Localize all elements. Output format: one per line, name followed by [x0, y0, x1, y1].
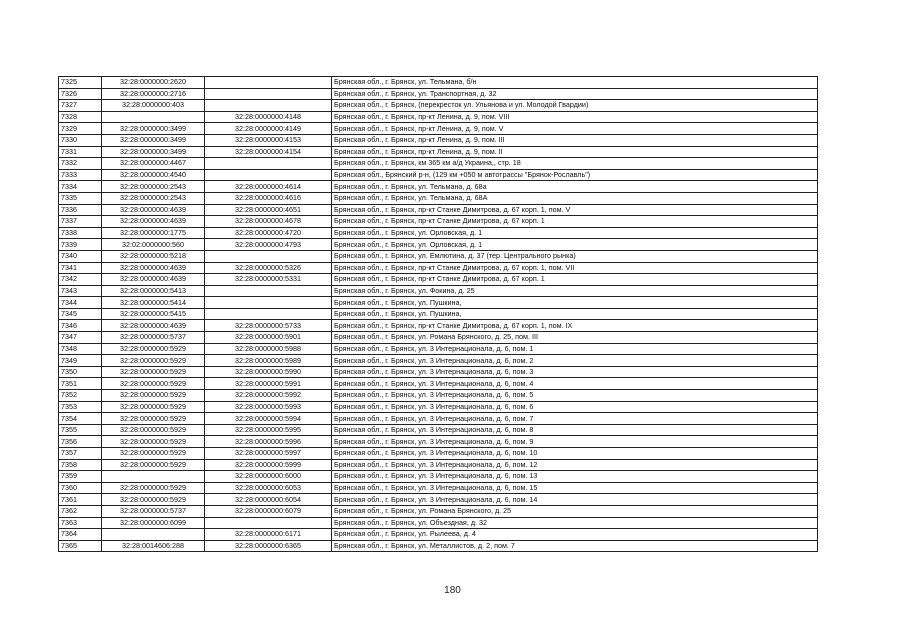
- row-number-cell: 7334: [59, 181, 102, 193]
- table-row: [59, 100, 818, 112]
- cadastral-number-cell: 32:28:0000000:5414: [102, 297, 205, 309]
- row-number-cell: 7338: [59, 227, 102, 239]
- cadastral-number-2-cell: 32:28:0000000:4616: [205, 192, 332, 204]
- cadastral-number-2-cell: 32:28:0000000:5989: [205, 355, 332, 367]
- cadastral-number-cell: 32:28:0000000:5929: [102, 459, 205, 471]
- address-cell: Брянская обл., г. Брянск, км 365 км а/д Украина,, стр. 18: [332, 158, 818, 170]
- address-cell: Брянская обл., г. Брянск, пр-кт Станке Димитрова, д. 67 корп. 1, пом. V: [332, 204, 818, 216]
- cadastral-number-2-cell: 32:28:0000000:4148: [205, 111, 332, 123]
- cadastral-number-2-cell: 32:28:0000000:4154: [205, 146, 332, 158]
- table-row: [59, 505, 818, 517]
- address-cell: Брянская обл., г. Брянск, ул. 3 Интернационала, д. 6, пом. 14: [332, 494, 818, 506]
- address-cell: Брянская обл., г. Брянск, ул. 3 Интернационала, д. 6, пом. 2: [332, 355, 818, 367]
- cadastral-number-cell: 32:28:0014606:288: [102, 540, 205, 552]
- cadastral-number-cell: 32:28:0000000:1775: [102, 227, 205, 239]
- table-row: [59, 227, 818, 239]
- cadastral-number-cell: 32:28:0000000:6099: [102, 517, 205, 529]
- table-row: [59, 134, 818, 146]
- cadastral-number-cell: 32:28:0000000:3499: [102, 146, 205, 158]
- address-cell: Брянская обл., г. Брянск, ул. Тельмана, д. 68А: [332, 192, 818, 204]
- cadastral-number-2-cell: 32:28:0000000:5992: [205, 390, 332, 402]
- cadastral-number-2-cell: [205, 169, 332, 181]
- cadastral-number-cell: 32:28:0000000:5929: [102, 482, 205, 494]
- table-row: [59, 494, 818, 506]
- table-row: [59, 308, 818, 320]
- table-row: [59, 459, 818, 471]
- cadastral-number-cell: 32:28:0000000:5929: [102, 355, 205, 367]
- address-cell: Брянская обл., г. Брянск, ул. Транспортная, д. 32: [332, 88, 818, 100]
- cadastral-number-cell: 32:28:0000000:5929: [102, 494, 205, 506]
- cadastral-number-2-cell: [205, 517, 332, 529]
- address-cell: Брянская обл., г. Брянск, ул. 3 Интернационала, д. 6, пом. 3: [332, 366, 818, 378]
- cadastral-number-cell: 32:28:0000000:3499: [102, 134, 205, 146]
- address-cell: Брянская обл., г. Брянск, ул. Объездная, д. 32: [332, 517, 818, 529]
- cadastral-number-2-cell: 32:28:0000000:4153: [205, 134, 332, 146]
- address-cell: Брянская обл., г. Брянск, ул. Тельмана, д. 68а: [332, 181, 818, 193]
- cadastral-number-cell: 32:28:0000000:5929: [102, 343, 205, 355]
- cadastral-number-cell: 32:28:0000000:3499: [102, 123, 205, 135]
- cadastral-number-2-cell: 32:28:0000000:4149: [205, 123, 332, 135]
- address-cell: Брянская обл., г. Брянск, ул. Пушкина,: [332, 297, 818, 309]
- row-number-cell: 7340: [59, 250, 102, 262]
- cadastral-number-2-cell: [205, 308, 332, 320]
- address-cell: Брянская обл., г. Брянск, ул. Металлистов, д. 2, пом. 7: [332, 540, 818, 552]
- table-row: [59, 332, 818, 344]
- row-number-cell: 7363: [59, 517, 102, 529]
- cadastral-number-2-cell: [205, 100, 332, 112]
- table-row: [59, 274, 818, 286]
- table-row: [59, 158, 818, 170]
- address-cell: Брянская обл., г. Брянск, ул. Романа Брянского, д. 25, пом. III: [332, 332, 818, 344]
- row-number-cell: 7335: [59, 192, 102, 204]
- address-cell: Брянская обл., г. Брянск, ул. 3 Интернационала, д. 6, пом. 4: [332, 378, 818, 390]
- table-row: [59, 262, 818, 274]
- cadastral-number-2-cell: 32:28:0000000:5993: [205, 401, 332, 413]
- address-cell: Брянская обл., г. Брянск, пр-кт Станке Димитрова, д. 67 корп. 1, пом. IX: [332, 320, 818, 332]
- cadastral-number-2-cell: [205, 285, 332, 297]
- row-number-cell: 7361: [59, 494, 102, 506]
- table-row: [59, 297, 818, 309]
- cadastral-number-2-cell: [205, 297, 332, 309]
- cadastral-number-cell: 32:28:0000000:5413: [102, 285, 205, 297]
- address-cell: Брянская обл., г. Брянск, ул. 3 Интернационала, д. 6, пом. 12: [332, 459, 818, 471]
- cadastral-number-2-cell: 32:28:0000000:4651: [205, 204, 332, 216]
- row-number-cell: 7339: [59, 239, 102, 251]
- address-cell: Брянская обл., г. Брянск, ул. 3 Интернационала, д. 6, пом. 1: [332, 343, 818, 355]
- address-cell: Брянская обл., г. Брянск, пр-кт Ленина, д. 9, пом. VIII: [332, 111, 818, 123]
- cadastral-number-cell: 32:28:0000000:2716: [102, 88, 205, 100]
- cadastral-number-cell: 32:28:0000000:5929: [102, 366, 205, 378]
- row-number-cell: 7360: [59, 482, 102, 494]
- property-register-table: [58, 76, 818, 552]
- table-row: [59, 540, 818, 552]
- table-row: [59, 169, 818, 181]
- address-cell: Брянская обл., г. Брянск, пр-кт Станке Димитрова, д. 67 корп. 1, пом. VII: [332, 262, 818, 274]
- cadastral-number-2-cell: 32:28:0000000:5991: [205, 378, 332, 390]
- row-number-cell: 7346: [59, 320, 102, 332]
- address-cell: Брянская обл., г. Брянск, пр-кт Станке Димитрова, д. 67 корп. 1: [332, 216, 818, 228]
- table-row: [59, 250, 818, 262]
- cadastral-number-2-cell: 32:28:0000000:4720: [205, 227, 332, 239]
- cadastral-number-2-cell: 32:28:0000000:5326: [205, 262, 332, 274]
- row-number-cell: 7364: [59, 529, 102, 541]
- cadastral-number-2-cell: 32:28:0000000:6079: [205, 505, 332, 517]
- row-number-cell: 7365: [59, 540, 102, 552]
- table-row: [59, 343, 818, 355]
- cadastral-number-cell: 32:28:0000000:403: [102, 100, 205, 112]
- row-number-cell: 7326: [59, 88, 102, 100]
- cadastral-number-2-cell: 32:28:0000000:5331: [205, 274, 332, 286]
- cadastral-number-cell: 32:28:0000000:5929: [102, 424, 205, 436]
- address-cell: Брянская обл., г. Брянск, ул. 3 Интернационала, д. 6, пом. 5: [332, 390, 818, 402]
- cadastral-number-cell: 32:28:0000000:4639: [102, 262, 205, 274]
- table-row: [59, 77, 818, 89]
- cadastral-number-cell: 32:28:0000000:5929: [102, 436, 205, 448]
- cadastral-number-cell: 32:28:0000000:5929: [102, 390, 205, 402]
- row-number-cell: 7352: [59, 390, 102, 402]
- row-number-cell: 7351: [59, 378, 102, 390]
- address-cell: Брянская обл., г. Брянск, ул. Орловская, д. 1: [332, 227, 818, 239]
- cadastral-number-cell: 32:28:0000000:5929: [102, 413, 205, 425]
- row-number-cell: 7341: [59, 262, 102, 274]
- page-number: 180: [444, 585, 461, 596]
- row-number-cell: 7347: [59, 332, 102, 344]
- cadastral-number-2-cell: 32:28:0000000:6171: [205, 529, 332, 541]
- address-cell: Брянская обл., г. Брянск, ул. Рылеева, д. 4: [332, 529, 818, 541]
- row-number-cell: 7345: [59, 308, 102, 320]
- table-row: [59, 401, 818, 413]
- table-row: [59, 390, 818, 402]
- cadastral-number-cell: 32:28:0000000:5929: [102, 401, 205, 413]
- cadastral-number-2-cell: 32:28:0000000:4678: [205, 216, 332, 228]
- address-cell: Брянская обл., г. Брянск, ул. Романа Брянского, д. 25: [332, 505, 818, 517]
- cadastral-number-cell: 32:28:0000000:5737: [102, 332, 205, 344]
- cadastral-number-2-cell: 32:28:0000000:5733: [205, 320, 332, 332]
- row-number-cell: 7342: [59, 274, 102, 286]
- cadastral-number-2-cell: 32:28:0000000:5994: [205, 413, 332, 425]
- row-number-cell: 7357: [59, 448, 102, 460]
- cadastral-number-2-cell: [205, 88, 332, 100]
- row-number-cell: 7349: [59, 355, 102, 367]
- table-row: [59, 204, 818, 216]
- table-row: [59, 424, 818, 436]
- cadastral-number-cell: 32:28:0000000:2543: [102, 192, 205, 204]
- row-number-cell: 7331: [59, 146, 102, 158]
- cadastral-number-cell: 32:28:0000000:2620: [102, 77, 205, 89]
- cadastral-number-cell: 32:28:0000000:4467: [102, 158, 205, 170]
- table-row: [59, 239, 818, 251]
- address-cell: Брянская обл., г. Брянск, ул. 3 Интернационала, д. 6, пом. 7: [332, 413, 818, 425]
- cadastral-number-2-cell: 32:28:0000000:5990: [205, 366, 332, 378]
- address-cell: Брянская обл., г. Брянск, ул. Тельмана, б/н: [332, 77, 818, 89]
- row-number-cell: 7328: [59, 111, 102, 123]
- cadastral-number-cell: 32:28:0000000:4540: [102, 169, 205, 181]
- table-row: [59, 517, 818, 529]
- table-row: [59, 123, 818, 135]
- table-row: [59, 146, 818, 158]
- cadastral-number-2-cell: 32:28:0000000:6000: [205, 471, 332, 483]
- cadastral-number-2-cell: 32:28:0000000:4793: [205, 239, 332, 251]
- address-cell: Брянская обл., г. Брянск, пр-кт Ленина, д. 9, пом. V: [332, 123, 818, 135]
- address-cell: Брянская обл., г. Брянск, ул. 3 Интернационала, д. 6, пом. 9: [332, 436, 818, 448]
- address-cell: Брянская обл., г. Брянск, ул. Пушкина,: [332, 308, 818, 320]
- cadastral-number-2-cell: 32:28:0000000:6054: [205, 494, 332, 506]
- table-row: [59, 471, 818, 483]
- address-cell: Брянская обл., г. Брянск, ул. 3 Интернационала, д. 6, пом. 6: [332, 401, 818, 413]
- cadastral-number-2-cell: 32:28:0000000:4614: [205, 181, 332, 193]
- table-row: [59, 216, 818, 228]
- table-row: [59, 192, 818, 204]
- address-cell: Брянская обл., г. Брянск, ул. Орловская, д. 1: [332, 239, 818, 251]
- table-row: [59, 88, 818, 100]
- address-cell: Брянская обл., г. Брянск, ул. 3 Интернационала, д. 6, пом. 8: [332, 424, 818, 436]
- cadastral-number-2-cell: 32:28:0000000:5901: [205, 332, 332, 344]
- cadastral-number-cell: 32:02:0000000:560: [102, 239, 205, 251]
- address-cell: Брянская обл., г. Брянск, пр-кт Станке Димитрова, д. 67 корп. 1: [332, 274, 818, 286]
- table-row: [59, 529, 818, 541]
- cadastral-number-cell: 32:28:0000000:4639: [102, 204, 205, 216]
- row-number-cell: 7354: [59, 413, 102, 425]
- row-number-cell: 7362: [59, 505, 102, 517]
- cadastral-number-2-cell: 32:28:0000000:5988: [205, 343, 332, 355]
- cadastral-number-cell: 32:28:0000000:4639: [102, 216, 205, 228]
- table-row: [59, 482, 818, 494]
- row-number-cell: 7348: [59, 343, 102, 355]
- row-number-cell: 7333: [59, 169, 102, 181]
- address-cell: Брянская обл., г. Брянск, (перекресток ул. Ульянова и ул. Молодой Гвардии): [332, 100, 818, 112]
- address-cell: Брянская обл., Брянский р-н, (129 км +050 м автотрассы "Брянок-Рославль"): [332, 169, 818, 181]
- cadastral-number-2-cell: 32:28:0000000:5999: [205, 459, 332, 471]
- row-number-cell: 7337: [59, 216, 102, 228]
- row-number-cell: 7353: [59, 401, 102, 413]
- cadastral-number-cell: 32:28:0000000:5929: [102, 378, 205, 390]
- cadastral-number-2-cell: [205, 77, 332, 89]
- table-row: [59, 181, 818, 193]
- address-cell: Брянская обл., г. Брянск, пр-кт Ленина, д. 9, пом. II: [332, 146, 818, 158]
- row-number-cell: 7350: [59, 366, 102, 378]
- cadastral-number-2-cell: [205, 250, 332, 262]
- cadastral-number-cell: [102, 111, 205, 123]
- address-cell: Брянская обл., г. Брянск, ул. 3 Интернационала, д. 6, пом. 15: [332, 482, 818, 494]
- cadastral-number-cell: [102, 529, 205, 541]
- cadastral-number-cell: 32:28:0000000:5737: [102, 505, 205, 517]
- row-number-cell: 7336: [59, 204, 102, 216]
- address-cell: Брянская обл., г. Брянск, ул. Емлютина, д. 37 (тер. Центрального рынка): [332, 250, 818, 262]
- row-number-cell: 7359: [59, 471, 102, 483]
- cadastral-number-cell: 32:28:0000000:4639: [102, 320, 205, 332]
- table-body: [59, 77, 818, 552]
- row-number-cell: 7325: [59, 77, 102, 89]
- row-number-cell: 7356: [59, 436, 102, 448]
- row-number-cell: 7344: [59, 297, 102, 309]
- row-number-cell: 7332: [59, 158, 102, 170]
- table-row: [59, 355, 818, 367]
- cadastral-number-2-cell: 32:28:0000000:5995: [205, 424, 332, 436]
- row-number-cell: 7330: [59, 134, 102, 146]
- row-number-cell: 7358: [59, 459, 102, 471]
- address-cell: Брянская обл., г. Брянск, ул. 3 Интернационала, д. 6, пом. 13: [332, 471, 818, 483]
- cadastral-number-cell: 32:28:0000000:2543: [102, 181, 205, 193]
- table-row: [59, 320, 818, 332]
- cadastral-number-cell: 32:28:0000000:4639: [102, 274, 205, 286]
- cadastral-number-2-cell: 32:28:0000000:5997: [205, 448, 332, 460]
- table-row: [59, 436, 818, 448]
- cadastral-number-cell: [102, 471, 205, 483]
- table-row: [59, 111, 818, 123]
- cadastral-number-2-cell: 32:28:0000000:5996: [205, 436, 332, 448]
- table-row: [59, 448, 818, 460]
- row-number-cell: 7343: [59, 285, 102, 297]
- table-row: [59, 378, 818, 390]
- row-number-cell: 7355: [59, 424, 102, 436]
- address-cell: Брянская обл., г. Брянск, ул. Фокина, д. 25: [332, 285, 818, 297]
- cadastral-number-cell: 32:28:0000000:5415: [102, 308, 205, 320]
- table-row: [59, 285, 818, 297]
- cadastral-number-2-cell: [205, 158, 332, 170]
- address-cell: Брянская обл., г. Брянск, ул. 3 Интернационала, д. 6, пом. 10: [332, 448, 818, 460]
- cadastral-number-2-cell: 32:28:0000000:6053: [205, 482, 332, 494]
- table-row: [59, 413, 818, 425]
- cadastral-number-cell: 32:28:0000000:5929: [102, 448, 205, 460]
- cadastral-number-cell: 32:28:0000000:5218: [102, 250, 205, 262]
- table-row: [59, 366, 818, 378]
- cadastral-number-2-cell: 32:28:0000000:6365: [205, 540, 332, 552]
- row-number-cell: 7329: [59, 123, 102, 135]
- row-number-cell: 7327: [59, 100, 102, 112]
- address-cell: Брянская обл., г. Брянск, пр-кт Ленина, д. 9, пом. III: [332, 134, 818, 146]
